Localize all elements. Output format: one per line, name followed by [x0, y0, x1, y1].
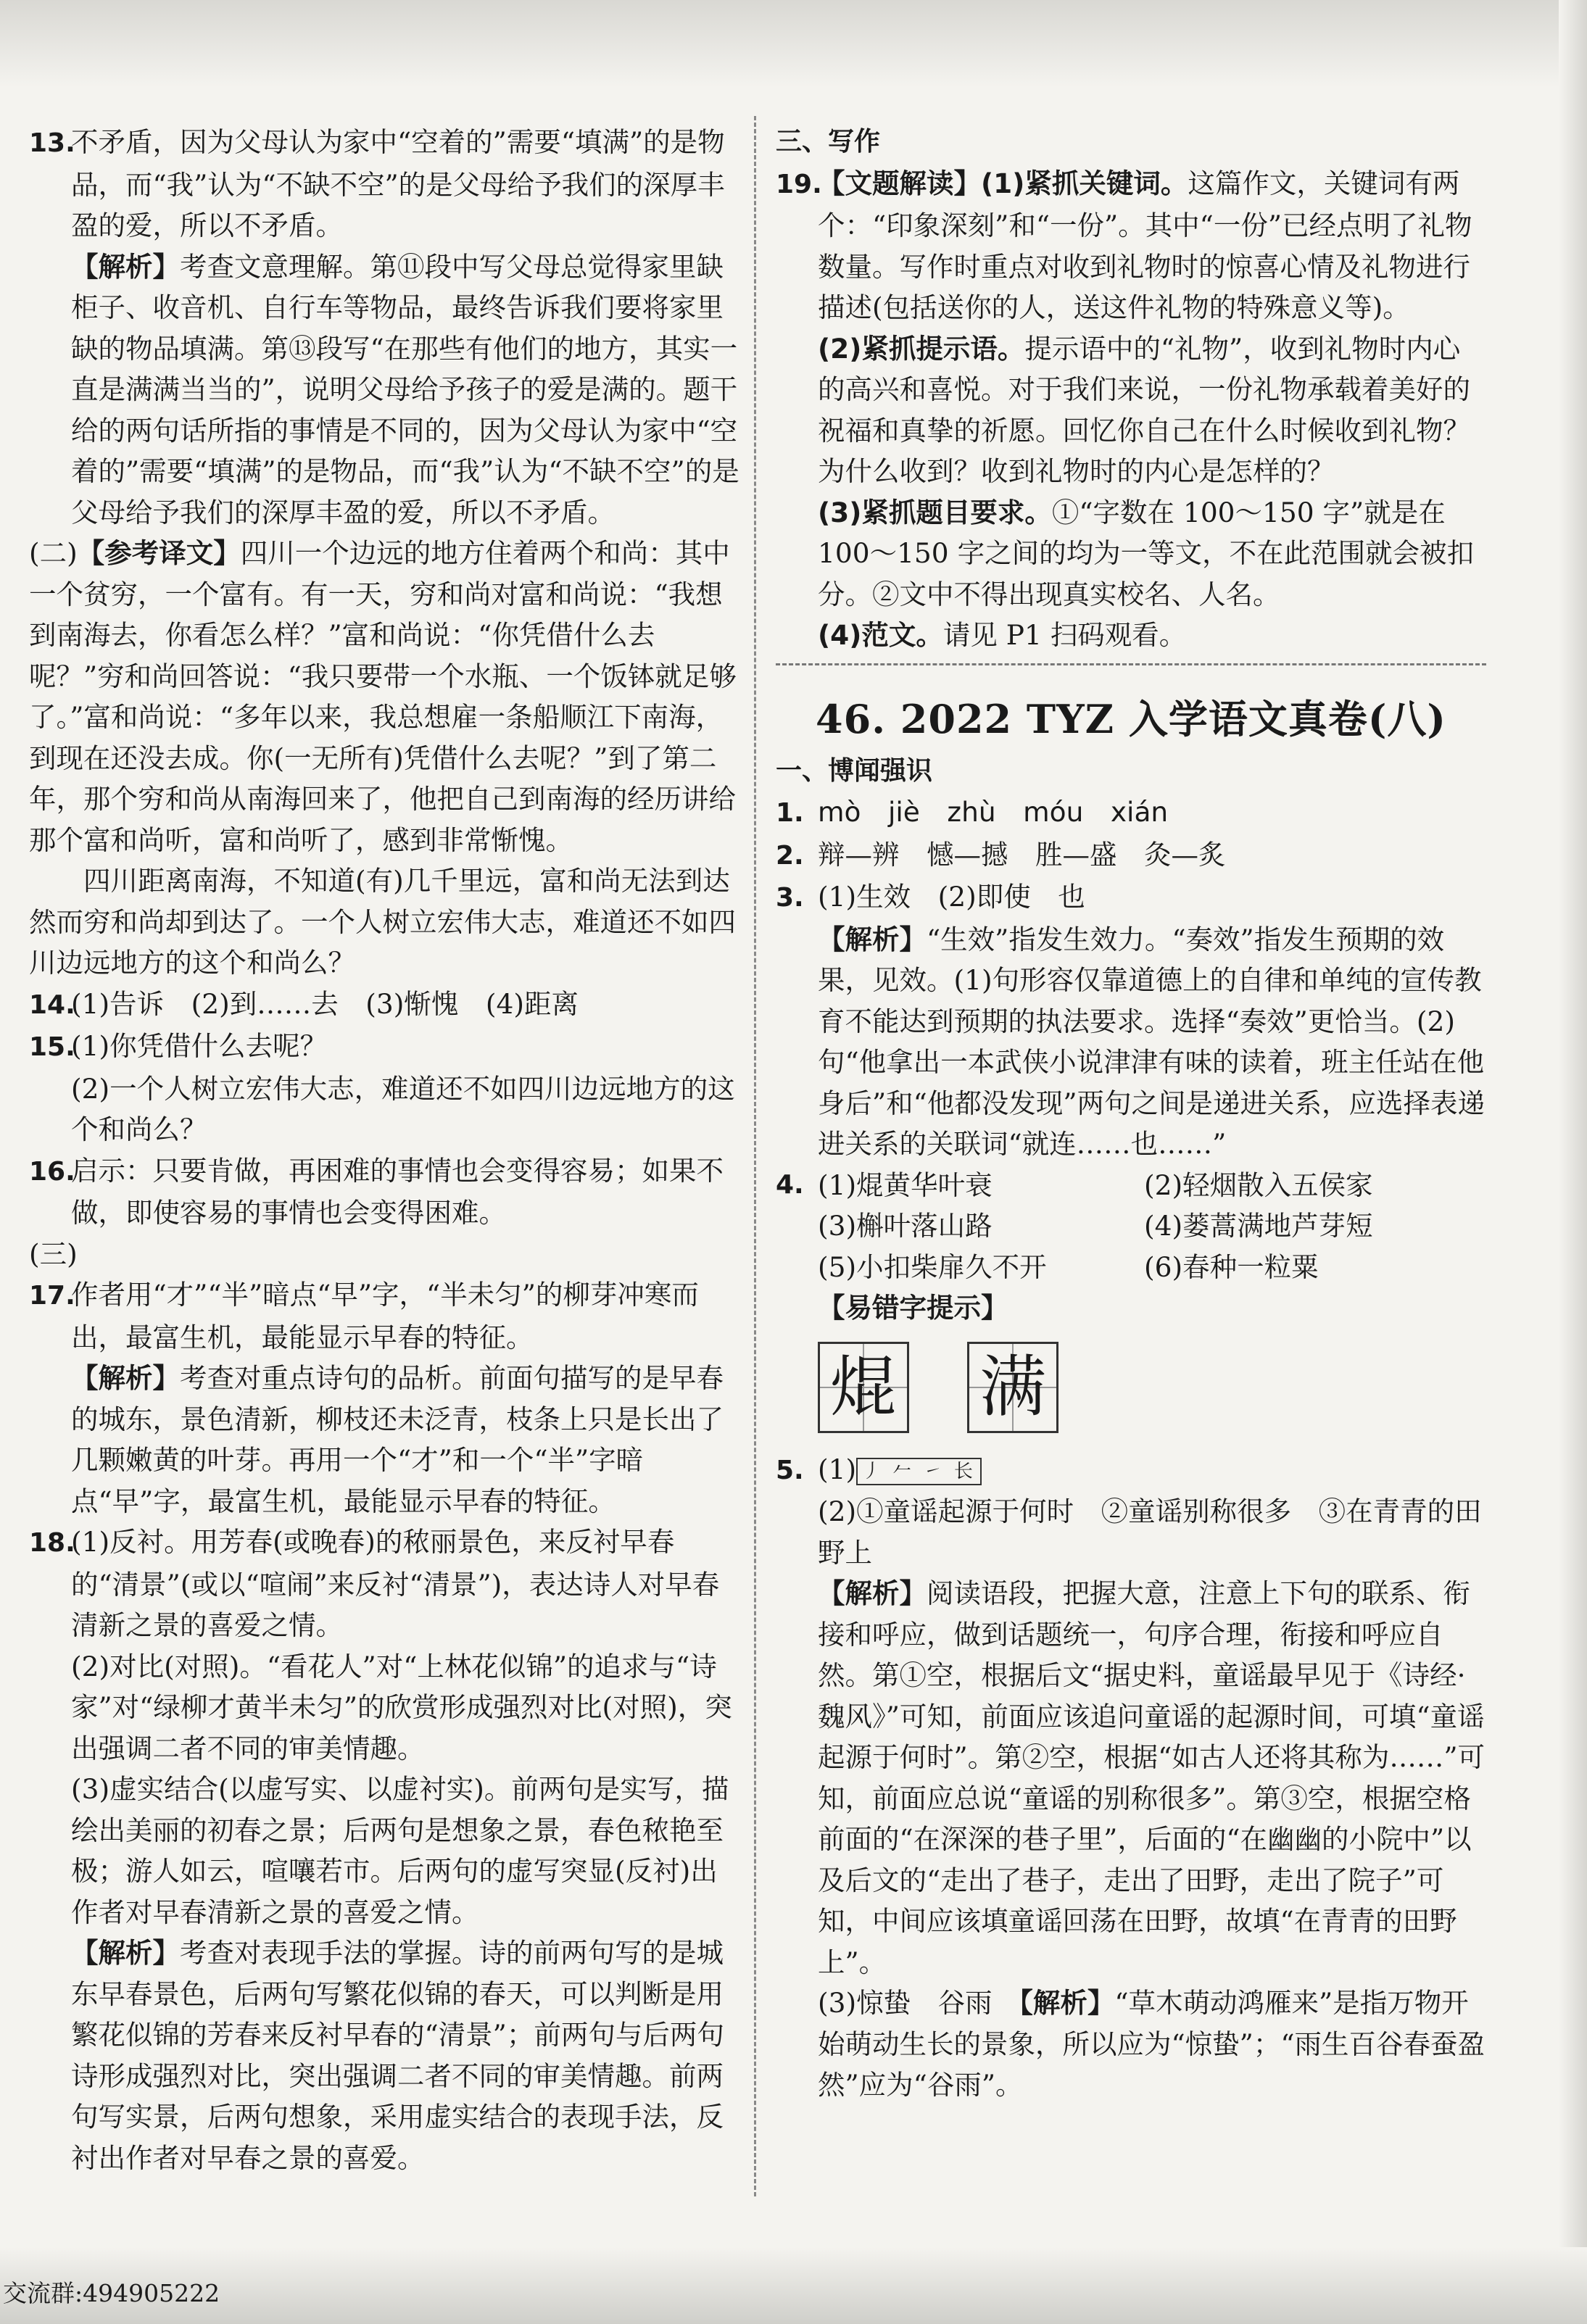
q15-answer-1: (1)你凭借什么去呢？	[71, 1030, 328, 1062]
q18-analysis-label: 【解析】	[71, 1937, 180, 1969]
q4-item-1: (1)焜黄华叶衰	[818, 1169, 993, 1201]
q3-answer-text: (1)生效 (2)即使 也	[818, 881, 1085, 913]
q18-number: 18.	[29, 1528, 75, 1558]
q19-point-3-head: (3)紧抓题目要求。	[818, 496, 1052, 528]
q1-number: 1.	[776, 798, 804, 828]
q14-answer-text: (1)告诉 (2)到……去 (3)惭愧 (4)距离	[71, 987, 579, 1020]
q17-analysis-text: 考查对重点诗句的品析。前面句描写的是早春的城东，景色清新，柳枝还未泛青，枝条上只是长出了几颗嫩黄的叶芽。再用一个“才”和一个“半”字暗点“早”字，最富生机，最能显示早春的特征。	[71, 1362, 724, 1517]
sec2-translation	[29, 533, 739, 860]
q5-answer-3-label: 【解析】	[1019, 1987, 1115, 2019]
q4-item-3: (3)槲叶落山路	[818, 1210, 993, 1242]
q4-row-2	[818, 1205, 1486, 1247]
q5-answer-3	[776, 1983, 1486, 2106]
q18-answer-1	[29, 1522, 739, 1646]
q19-point-2-head: (2)紧抓提示语。	[818, 332, 1025, 365]
q14-number: 14.	[29, 989, 75, 1020]
q19-tag: 【文题解读】	[818, 167, 981, 199]
q4-item-6: (6)春种一粒粟	[1144, 1250, 1319, 1283]
q17-answer-text: 作者用“才”“半”暗点“早”字，“半未匀”的柳芽冲寒而出，最富生机，最能显示早春的特征。	[71, 1279, 699, 1353]
q19-point-3-text: ①“字数在 100～150 字”就是在 100～150 字之间的均为一等文，不在此范围就会被扣分。②文中不得出现真实校名、人名。	[818, 496, 1475, 610]
error-char-box-1: 焜	[818, 1342, 909, 1433]
q19-point-1	[776, 163, 1486, 328]
q5-analysis-text: 阅读语段，把握大意，注意上下句的联系、衔接和呼应，做到话题统一，句序合理，衔接和呼应自然。第①空，根据后文“据史料，童谣最早见于《诗经·魏风》”可知，前面应该追问童谣的起源时间，可填“童谣起源于何时”。第②空，根据“如古人还将其称为……”可知，前面应总说“童谣的别称很多”。第③空，根据空格前面的“在深深的巷子里”，后面的“在幽幽的小院中”以及后文的“走出了巷子，走出了田野，走出了院子”可知，中间应该填童谣回荡在田野，故填“在青青的田野上”。	[818, 1577, 1486, 1978]
q13-number: 13.	[29, 128, 75, 158]
q4-item-4: (4)蒌蒿满地芦芽短	[1144, 1210, 1373, 1242]
q16-number: 16.	[29, 1156, 75, 1187]
q16-answer	[29, 1150, 739, 1234]
q2-answer	[776, 834, 1486, 877]
q18-answer-1-text: (1)反衬。用芳春(或晚春)的秾丽景色，来反衬早春的“清景”(或以“喧闹”来反衬“清景”)，表达诗人对早春清新之景的喜爱之情。	[71, 1526, 720, 1641]
sec2-translation-text: 四川一个边远的地方住着两个和尚：其中一个贫穷，一个富有。有一天，穷和尚对富和尚说：“我想到南海去，你看怎么样？”富和尚说：“你凭借什么去呢？”穷和尚回答说：“我只要带一个水瓶、一个饭钵就足够了。”富和尚说：“多年以来，我总想雇一条船顺江下南海，到现在还没去成。你(一无所有)凭借什么去呢？”到了第二年，那个穷和尚从南海回来了，他把自己到南海的经历讲给那个富和尚听，富和尚听了，感到非常惭愧。	[29, 537, 737, 856]
section-divider	[776, 663, 1486, 677]
q13-analysis	[29, 246, 739, 534]
q4-row-1	[776, 1165, 1486, 1206]
q17-answer	[29, 1274, 739, 1358]
q5-number: 5.	[776, 1455, 804, 1485]
q4-item-2: (2)轻烟散入五侯家	[1144, 1169, 1373, 1201]
section-1-title: 一、博闻强识	[776, 755, 933, 786]
q5-answer-2: (2)①童谣起源于何时 ②童谣别称很多 ③在青青的田野上	[818, 1495, 1482, 1569]
q15-answer-2: (2)一个人树立宏伟大志，难道还不如四川边远地方的这个和尚么？	[71, 1072, 735, 1145]
q19-point-3	[776, 492, 1486, 615]
q3-analysis-label: 【解析】	[818, 923, 927, 955]
q19-point-1-text: 这篇作文，关键词有两个：“印象深刻”和“一份”。其中“一份”已经点明了礼物数量。写作时重点对收到礼物时的惊喜心情及礼物进行描述(包括送你的人，送这件礼物的特殊意义等)。	[818, 167, 1472, 323]
q3-analysis	[776, 919, 1486, 1165]
q16-answer-text: 启示：只要肯做，再困难的事情也会变得容易；如果不做，即使容易的事情也会变得困难。	[71, 1154, 724, 1229]
q5-analysis-label: 【解析】	[818, 1577, 927, 1609]
sec2-label: (二)	[29, 537, 78, 569]
q18-analysis	[29, 1933, 739, 2178]
q13-answer	[29, 122, 739, 246]
q4-tip-label: 【易错字提示】	[818, 1292, 1008, 1324]
column-divider	[754, 116, 758, 2196]
q15-number: 15.	[29, 1032, 75, 1062]
q4-item-5: (5)小扣柴扉久不开	[818, 1250, 1047, 1283]
page-top-shadow	[0, 0, 1587, 87]
q17-analysis	[29, 1358, 739, 1522]
q1-answer-text: mò jiè zhù móu xián	[818, 796, 1169, 828]
q19-point-2	[776, 328, 1486, 492]
sec2-tag: 【参考译文】	[77, 537, 241, 569]
q14-answer	[29, 984, 739, 1026]
q5-answer-3-text: “草木萌动鸿雁来”是指万物开始萌动生长的景象，所以应为“惊蛰”；“雨生百谷春蚕盈然”应为“谷雨”。	[818, 1987, 1486, 2101]
q15-answer	[29, 1026, 739, 1068]
q18-analysis-text: 考查对表现手法的掌握。诗的前两句写的是城东早春景色，后两句写繁花似锦的春天，可以判断是用繁花似锦的芳春来反衬早春的“清景”；前两句与后两句诗形成强烈对比，突出强调二者不同的审美情趣。前两句写实景，后两句想象，采用虚实结合的表现手法，反衬出作者对早春之景的喜爱。	[71, 1937, 724, 2174]
q2-answer-text: 辩—辨 憾—撼 胜—盛 灸—炙	[818, 838, 1226, 871]
left-column	[29, 122, 739, 2195]
q5-answer-1	[776, 1449, 1486, 1492]
q4-row-3	[818, 1247, 1486, 1288]
q18-answer-2: (2)对比(对照)。“看花人”对“上林花似锦”的追求与“诗家”对“绿柳才黄半未匀”的欣赏形成强烈对比(对照)，突出强调二者不同的审美情趣。	[71, 1650, 732, 1764]
q13-analysis-label: 【解析】	[71, 250, 180, 283]
q4-answers	[776, 1165, 1486, 1288]
stroke-order-box: 丿 𠂉 ㇀ 长	[856, 1458, 982, 1485]
q5-analysis	[776, 1573, 1486, 1983]
q3-number: 3.	[776, 883, 804, 913]
exam-title: 46. 2022 TYZ 入学语文真卷(八)	[816, 695, 1446, 742]
q5-answer-1-prefix: (1)	[818, 1453, 857, 1485]
page-right-shadow	[1559, 0, 1587, 2324]
sec3-label: (三)	[29, 1237, 78, 1270]
q4-number: 4.	[776, 1169, 804, 1200]
error-char-boxes	[776, 1342, 1486, 1433]
q2-number: 2.	[776, 840, 804, 871]
error-char-box-2: 满	[967, 1342, 1058, 1433]
q3-analysis-text: “生效”指发生效力。“奏效”指发生预期的效果，见效。(1)句形容仅靠道德上的自律和单纯的宣传教育不能达到预期的执法要求。选择“奏效”更恰当。(2)句“他拿出一本武侠小说津津有味的读着，班主任站在他身后”和“他都没发现”两句之间是递进关系，应选择表递进关系的关联词“就连……也……”	[818, 923, 1486, 1160]
q19-point-2-text: 提示语中的“礼物”，收到礼物时内心的高兴和喜悦。对于我们来说，一份礼物承载着美好的祝福和真挚的祈愿。回忆你自己在什么时候收到礼物？为什么收到？收到礼物时的内心是怎样的？	[818, 332, 1470, 487]
q13-analysis-text: 考查文意理解。第⑪段中写父母总觉得家里缺柜子、收音机、自行车等物品，最终告诉我们要将家里缺的物品填满。第⑬段写“在那些有他们的地方，其实一直是满满当当的”，说明父母给予孩子的爱是满的。题干给的两句话所指的事情是不同的，因为父母认为家中“空着的”需要“填满”的是物品，而“我”认为“不缺不空”的是父母给予我们的深厚丰盈的爱，所以不矛盾。	[71, 250, 739, 528]
footer-group-number: 交流群:494905222	[3, 2279, 220, 2307]
q19-point-4-text: 请见 P1 扫码观看。	[942, 619, 1187, 651]
q19-point-4-head: (4)范文。	[818, 619, 943, 651]
sec2-translation-para2: 四川距离南海，不知道(有)几千里远，富和尚无法到达然而穷和尚却到达了。一个人树立宏伟大志，难道还不如四川边远地方的这个和尚么？	[29, 865, 736, 979]
q5-answer-3-prefix: (3)惊蛰 谷雨	[818, 1987, 1020, 2019]
q17-analysis-label: 【解析】	[71, 1362, 180, 1394]
q19-point-1-head: (1)紧抓关键词。	[981, 167, 1188, 199]
q1-answer	[776, 792, 1486, 834]
q17-number: 17.	[29, 1281, 75, 1311]
q19-number: 19.	[776, 169, 822, 199]
page-bottom-shadow	[0, 2247, 1587, 2324]
q18-answer-3: (3)虚实结合(以虚写实、以虚衬实)。前两句是实写，描绘出美丽的初春之景；后两句是想象之景，春色秾艳至极；游人如云，喧嚷若市。后两句的虚写突显(反衬)出作者对早春清新之景的喜爱之情。	[71, 1773, 729, 1928]
q19-point-4	[776, 615, 1486, 656]
q13-answer-text: 不矛盾，因为父母认为家中“空着的”需要“填满”的是物品，而“我”认为“不缺不空”的是父母给予我们的深厚丰盈的爱，所以不矛盾。	[71, 126, 725, 241]
writing-section-title: 三、写作	[776, 127, 881, 157]
right-column	[776, 122, 1486, 2246]
q3-answer	[776, 876, 1486, 919]
